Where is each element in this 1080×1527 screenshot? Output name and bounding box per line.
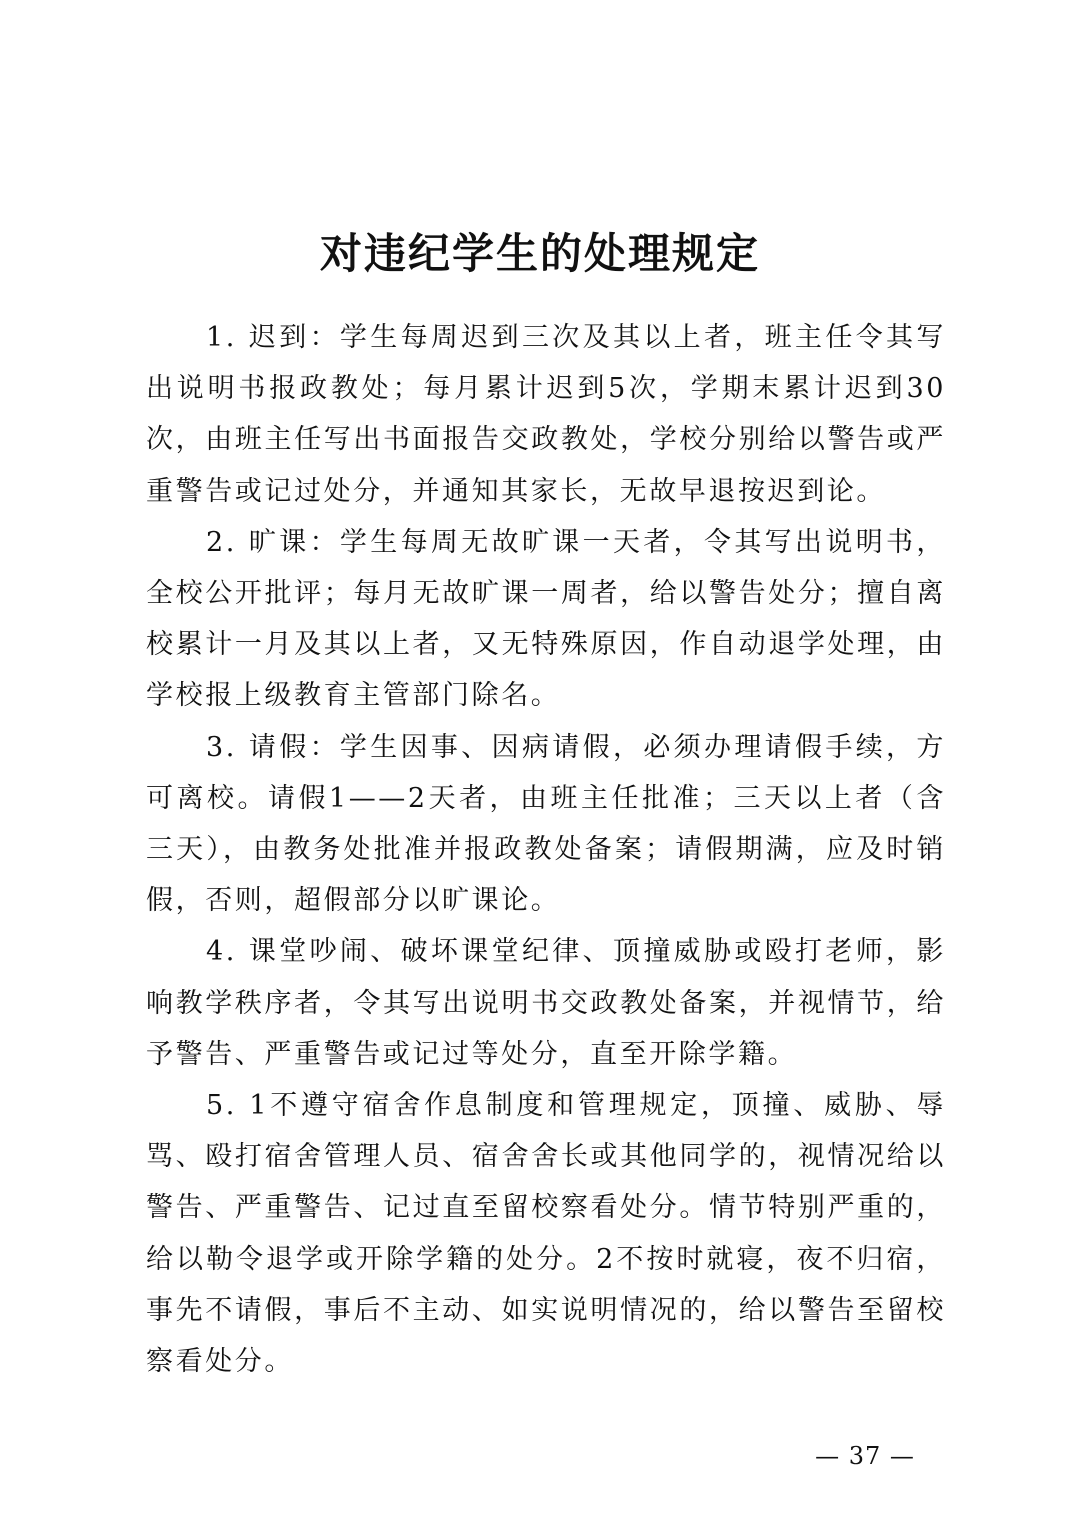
page-title: 对违纪学生的处理规定 — [319, 229, 760, 279]
paragraph-truancy: 2. 旷课：学生每周无故旷课一天者，令其写出说明书，全校公开批评；每月无故旷课一周者，给以警告处分；擅自离校累计一月及其以上者，又无特殊原因，作自动退学处理，由学校报上级教育主管部门除名。 — [146, 526, 946, 712]
regulation-body — [146, 312, 946, 1387]
paragraph-classroom-discipline: 4. 课堂吵闹、破坏课堂纪律、顶撞威胁或殴打老师，影响教学秩序者，令其写出说明书交政教处备案，并视情节，给予警告、严重警告或记过等处分，直至开除学籍。 — [146, 936, 946, 1070]
paragraph-lateness: 1. 迟到：学生每周迟到三次及其以上者，班主任令其写出说明书报政教处；每月累计迟到5次，学期末累计迟到30次，由班主任写出书面报告交政教处，学校分别给以警告或严重警告或记过处分，并通知其家长，无故早退按迟到论。 — [146, 322, 946, 507]
paragraph-leave-request: 3. 请假：学生因事、因病请假，必须办理请假手续，方可离校。请假1——2天者，由班主任批准；三天以上者（含三天），由教务处批准并报政教处备案；请假期满，应及时销假，否则，超假部分以旷课论。 — [146, 731, 946, 917]
paragraph-dormitory-rules: 5. 1不遵守宿舍作息制度和管理规定，顶撞、威胁、辱骂、殴打宿舍管理人员、宿舍舍长或其他同学的，视情况给以警告、严重警告、记过直至留校察看处分。情节特别严重的，给以勒令退学或开除学籍的处分。2不按时就寝，夜不归宿，事先不请假，事后不主动、如实说明情况的，给以警告至留校察看处分。 — [146, 1090, 946, 1378]
page-number: — 37 — — [815, 1442, 915, 1470]
